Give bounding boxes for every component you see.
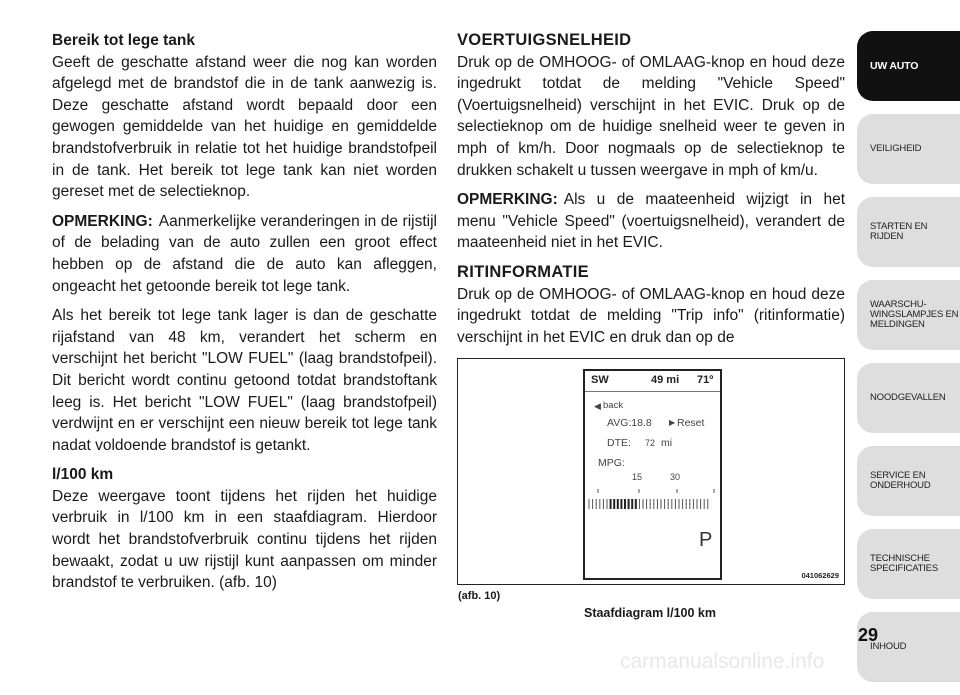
note-label: OPMERKING: — [52, 212, 153, 230]
scale-label-15: 15 — [632, 472, 643, 482]
tab-noodgevallen[interactable] — [857, 363, 960, 433]
figure-evic-display — [457, 358, 845, 585]
note-text: Aanmerkelijke veranderingen in de rijstijl of de belading van de auto zullen een groot effect hebben op de afstand die de auto kan afleggen, ongeacht het getoonde bereik tot lege tank. — [52, 212, 437, 295]
figure-code: 041062629 — [801, 571, 839, 580]
back-label: back — [603, 400, 624, 411]
heading-l100km: l/100 km — [52, 466, 114, 484]
note-range — [52, 211, 437, 297]
evic-status-bar — [585, 371, 720, 392]
note-label: OPMERKING: — [457, 191, 558, 209]
dte-label: DTE: — [607, 437, 631, 449]
figure-caption: Staafdiagram l/100 km — [583, 606, 716, 620]
reset-label: Reset — [677, 417, 705, 429]
tab-label: TECHNISCHE SPECIFICATIES — [870, 553, 938, 574]
tab-label: VEILIGHEID — [870, 143, 922, 154]
tab-label: UW AUTO — [870, 60, 919, 72]
tab-label: STARTEN EN RIJDEN — [870, 221, 928, 242]
compass-heading: SW — [591, 374, 609, 386]
avg-label: AVG:18.8 — [607, 417, 652, 429]
chapter-tabs — [857, 31, 960, 695]
tab-uw-auto[interactable] — [857, 31, 960, 101]
tab-label: WAARSCHU-WINGSLAMPJES EN MELDINGEN — [870, 299, 959, 330]
note-text: Als u de maateenheid wijzigt in het menu "Vehicle Speed" (voertuigsnelheid), verandert de maateenheid niet in het EVIC. — [457, 191, 845, 252]
tab-starten-en-rijden[interactable] — [857, 197, 960, 267]
tab-technische-specificaties[interactable] — [857, 529, 960, 599]
tab-label: SERVICE EN ONDERHOUD — [870, 470, 931, 491]
back-arrow-icon: ◀ — [594, 401, 601, 411]
right-column — [457, 30, 845, 356]
watermark: carmanualsonline.info — [620, 650, 825, 673]
dte-unit: mi — [661, 437, 673, 449]
heading-trip-info: RITINFORMATIE — [457, 262, 589, 281]
mpg-bar-graph — [585, 481, 716, 521]
tab-service-en-onderhoud[interactable] — [857, 446, 960, 516]
tab-waarschuwingslampjes[interactable] — [857, 280, 960, 350]
heading-vehicle-speed: VOERTUIGSNELHEID — [457, 31, 632, 49]
tab-label: NOODGEVALLEN — [870, 392, 946, 403]
paragraph-vehicle-speed: Druk op de OMHOOG- of OMLAAG-knop en houd deze ingedrukt totdat de melding "Vehicle Speed" (Voertuigsnelheid) verschijnt in het EVIC. Druk op de selectieknop om de huidige snelheid weer te geven in mph of km/h. Door nogmaals op de selectieknop te drukken schakelt u tussen weergave in mph of km/u. — [457, 53, 845, 179]
evic-screen — [583, 369, 722, 580]
paragraph-l100km: Deze weergave toont tijdens het rijden het huidige verbruik in l/100 km in een staafdiagram. Hierdoor wordt het brandstofverbruik continu tijdens het rijden bewaakt, zodat u uw rijstijl kunt aanpassen om minder brandstof te verbruiken. (afb. 10) — [52, 487, 437, 592]
left-column — [52, 30, 437, 602]
paragraph-trip-info: Druk op de OMHOOG- of OMLAAG-knop en houd deze ingedrukt totdat de melding "Trip info" (ritinformatie) verschijnt in het EVIC en druk dan op de — [457, 285, 845, 346]
tab-inhoud[interactable] — [857, 612, 960, 682]
tab-veiligheid[interactable] — [857, 114, 960, 184]
mpg-label: MPG: — [598, 457, 625, 469]
note-vehicle-speed — [457, 189, 845, 254]
page-number: 29 — [858, 625, 879, 645]
figure-number: (afb. 10) — [458, 590, 501, 602]
heading-range: Bereik tot lege tank — [52, 32, 195, 49]
paragraph-low-fuel: Als het bereik tot lege tank lager is dan de geschatte rijafstand van 48 km, verandert het scherm en verschijnt het bericht "LOW FUEL" (laag brandstofpeil). Dit bericht wordt continu getoond totdat brandstoftank leeg is. Het bericht "LOW FUEL" (laag brandstofpeil) verdwijnt en er verschijnt een nieuw bereik tot lege tank nadat voldoende brandstof is getankt. — [52, 307, 437, 454]
odometer-value: 49 mi — [651, 374, 680, 386]
paragraph-range: Geeft de geschatte afstand weer die nog kan worden afgelegd met de brandstof die in de tank aanwezig is. Deze geschatte afstand wordt bepaald door een gewogen gemiddelde van het huidige en gemiddelde brandstofverbruik in relatie tot het huidige brandstofpeil in de tank. Het bereik tot lege tank kan niet worden gereset met de selectieknop. — [52, 53, 437, 201]
forward-arrow-icon: ▶ — [669, 418, 676, 427]
dte-value: 72 — [645, 438, 656, 448]
gear-indicator: P — [699, 529, 713, 551]
tab-label: INHOUD — [870, 641, 907, 652]
scale-label-30: 30 — [670, 472, 681, 482]
outside-temperature: 71º — [697, 374, 714, 386]
